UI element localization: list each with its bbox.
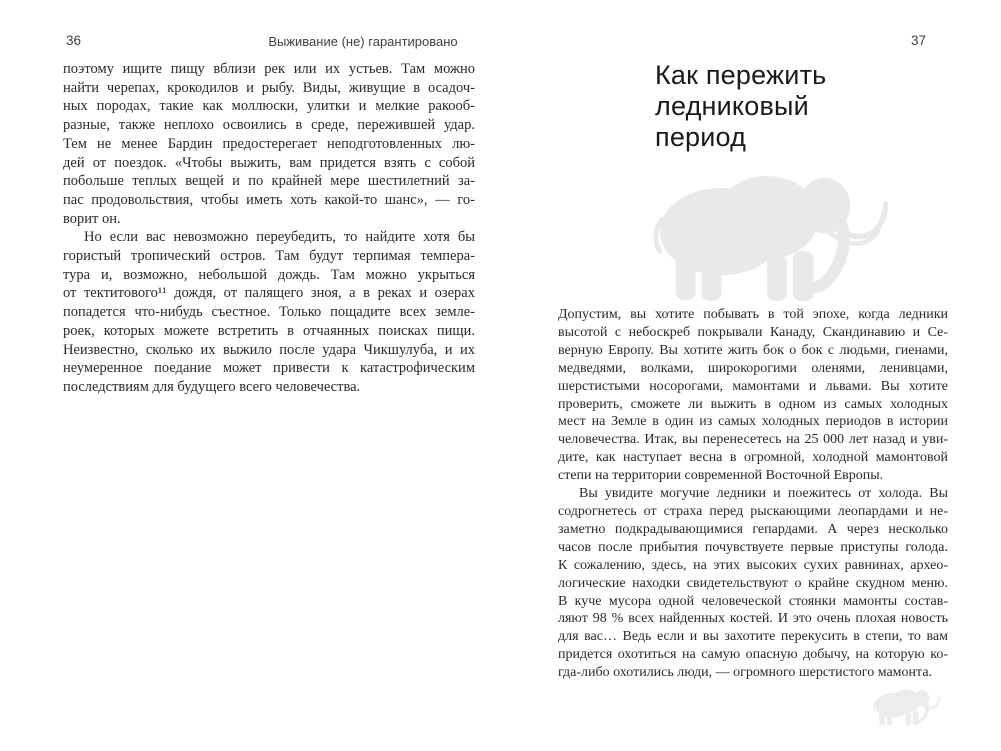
chapter-title-line: Как пережить — [655, 60, 827, 90]
body-text-line: дите, как наступает весна в огромной, холодной мамонтовой — [558, 450, 948, 466]
body-text-line: медведями, волками, широкорогими оленями, ленивцами, — [558, 360, 948, 376]
body-text-line: ворит он. — [63, 210, 121, 227]
body-text-line: шерстистыми носорогами, мамонтами и львами. Вы хотите — [558, 378, 948, 394]
body-text-line: неумеренное поедание может привести к катастрофическим — [63, 360, 475, 377]
body-text-line: человечества. Итак, вы перенесетесь на 25 000 лет назад и уви- — [558, 432, 948, 448]
body-text-line: пас продовольствия, чтобы иметь хоть какой-то шанс», — го- — [63, 191, 475, 208]
body-text-line: дей от поездок. «Чтобы выжить, вам придется взять с собой — [63, 154, 475, 171]
body-text-line: логические находки свидетельствуют о крайне скудном меню. — [558, 575, 948, 591]
mammoth-silhouette-icon — [872, 687, 940, 727]
body-text-line: разные, также неплохо освоились в среде, пережившей удар. — [63, 117, 475, 134]
body-text-line: придется охотиться на самую опасную добычу, на которую ко- — [558, 647, 948, 663]
body-text-line: мест на Земле в один из самых холодных периодов в истории — [558, 414, 948, 430]
mammoth-silhouette-icon — [650, 168, 888, 307]
body-text-line: гористый тропический остров. Там будут терпимая темпера- — [63, 248, 475, 265]
body-text-line: роек, которых можете встретить в отчаянных поисках пищи. — [63, 322, 475, 339]
right-page-number: 37 — [911, 33, 927, 48]
body-text-line: часов после прибытия почувствуете первые приступы голода. — [558, 539, 948, 555]
body-text-line: К сожалению, здесь, на этих высоких сухих равнинах, архео- — [558, 557, 948, 573]
body-text-line: Тем не менее Бардин предостерегает неподготовленных лю- — [63, 135, 475, 152]
body-text-line: В куче мусора одной человеческой стоянки мамонты состав- — [558, 593, 948, 609]
body-text-line: заметно подкрадывающимися гепардами. А через несколько — [558, 521, 948, 537]
body-text-line: от тектитового¹¹ дождя, от палящего зноя, а в реках и озерах — [63, 285, 475, 302]
body-text-line: поэтому ищите пищу вблизи рек или их устьев. Там можно — [63, 61, 475, 77]
body-text-line: содрогнетесь от страха перед рыскающими леопардами и не- — [558, 503, 948, 519]
body-text-line: Вы увидите могучие ледники и поежитесь от холода. Вы — [579, 486, 948, 502]
running-head: Выживание (не) гарантировано — [268, 34, 458, 49]
body-text-line: последствиям для будущего всего человечества. — [63, 378, 361, 395]
body-text-line: проверить, сможете ли выжить в одном из самых холодных — [558, 396, 948, 412]
body-text-line: тура и, возможно, небольшой дождь. Там можно укрыться — [63, 266, 475, 283]
body-text-line: для вас… Ведь если и вы захотите перекусить в степи, то вам — [558, 629, 948, 645]
body-text-line: Неизвестно, сколько их выжило после удара Чикшулуба, и их — [63, 341, 475, 358]
left-page-number: 36 — [66, 33, 82, 48]
body-text-line: гда-либо охотились люди, — огромного шерстистого мамонта. — [558, 665, 933, 681]
body-text-line: высотой с небоскреб покрывали Канаду, Скандинавию и Се- — [558, 324, 948, 340]
body-text-line: ных породах, такие как моллюски, улитки и мелкие ракооб- — [63, 98, 475, 115]
body-text-line: ляют 98 % всех найденных костей. И это очень плохая новость — [558, 611, 948, 627]
body-text-line: побольше теплых вещей и по крайней мере шестилетний за- — [63, 173, 475, 190]
body-text-line: попадется что-нибудь съестное. Только пощадите всех земле- — [63, 304, 475, 321]
right-page-body-text — [558, 306, 948, 682]
body-text-line: Допустим, вы хотите побывать в той эпохе, когда ледники — [558, 307, 948, 322]
body-text-line: верную Европу. Вы хотите жить бок о бок с людьми, гиенами, — [558, 342, 948, 358]
chapter-title-line: ледниковый — [655, 91, 809, 121]
body-text-line: Но если вас невозможно переубедить, то найдите хотя бы — [84, 229, 475, 246]
body-text-line: найти черепах, крокодилов и рыбу. Виды, живущие в осадоч- — [63, 79, 475, 96]
body-text-line: степи на территории современной Восточной Европы. — [558, 468, 884, 484]
chapter-title-line: период — [655, 122, 747, 152]
left-page-body-text — [63, 60, 475, 397]
chapter-title — [655, 60, 826, 153]
